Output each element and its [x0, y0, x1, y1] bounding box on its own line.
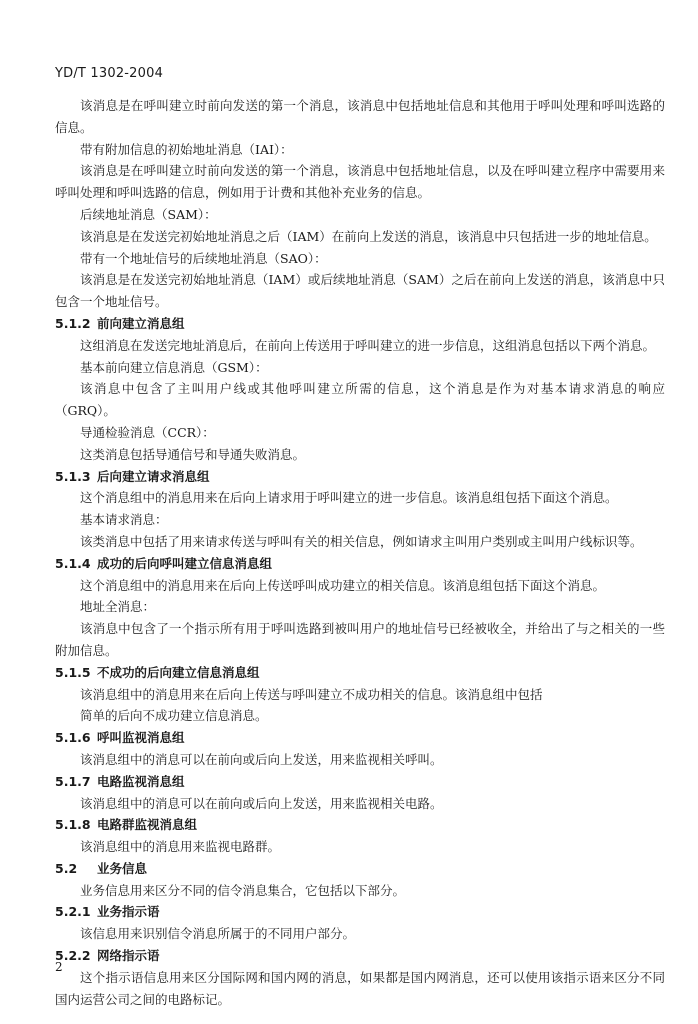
section-title: 业务信息 [97, 860, 148, 876]
paragraph: 该信息用来识别信令消息所属于的不同用户部分。 [80, 926, 356, 942]
paragraph: 该消息组中的消息用来监视电路群。 [80, 839, 281, 855]
section-heading [55, 727, 665, 749]
paragraph: 导通检验消息（CCR）： [80, 424, 215, 440]
paragraph: 这类消息包括导通信号和导通失败消息。 [80, 446, 306, 462]
section-title: 呼叫监视消息组 [97, 730, 185, 746]
document-code: YD/T 1302-2004 [55, 66, 164, 81]
paragraph: 该消息是在发送完初始地址消息（IAM）或后续地址消息（SAM）之后在前向上发送的消息，该消息中只包含一个地址信号。 [55, 272, 665, 310]
section-heading [55, 814, 665, 836]
page-number: 2 [55, 960, 63, 974]
section-heading [55, 466, 665, 488]
section-heading [55, 662, 665, 684]
paragraph: 地址全消息： [80, 599, 156, 615]
paragraph: 业务信息用来区分不同的信令消息集合，它包括以下部分。 [80, 882, 406, 898]
section-title: 网络指示语 [97, 948, 160, 964]
section-number: 5.1.7 [55, 773, 91, 789]
paragraph: 该类消息中包括了用来请求传送与呼叫有关的相关信息，例如请求主叫用户类别或主叫用户线标识等。 [80, 533, 643, 549]
section-title: 后向建立请求消息组 [97, 468, 210, 484]
paragraph: 该消息是在呼叫建立时前向发送的第一个消息，该消息中包括地址信息，以及在呼叫建立程序中需要用来呼叫处理和呼叫选路的信息，例如用于计费和其他补充业务的信息。 [55, 163, 665, 201]
paragraph: 该消息是在发送完初始地址消息之后（IAM）在前向上发送的消息，该消息中只包括进一步的地址信息。 [80, 228, 657, 244]
section-number: 5.2.2 [55, 948, 91, 964]
section-heading [55, 313, 665, 335]
paragraph: 该消息组中的消息用来在后向上传送与呼叫建立不成功相关的信息。该消息组中包括 [80, 686, 543, 702]
section-heading [55, 901, 665, 923]
paragraph: 基本请求消息： [80, 512, 168, 528]
paragraph: 这个消息组中的消息用来在后向上请求用于呼叫建立的进一步信息。该消息组包括下面这个消息。 [80, 490, 618, 506]
document-body [55, 95, 665, 1010]
paragraph: 带有附加信息的初始地址消息（IAI）： [80, 141, 293, 157]
paragraph: 该消息中包含了一个指示所有用于呼叫选路到被叫用户的地址信号已经被收全，并给出了与之相关的一些附加信息。 [55, 621, 665, 658]
section-number: 5.1.5 [55, 664, 91, 680]
paragraph: 该消息是在呼叫建立时前向发送的第一个消息，该消息中包括地址信息和其他用于呼叫处理和呼叫选路的信息。 [55, 98, 665, 135]
section-number: 5.1.4 [55, 555, 91, 571]
section-title: 不成功的后向建立信息消息组 [97, 664, 260, 680]
paragraph: 该消息组中的消息可以在前向或后向上发送，用来监视相关电路。 [80, 795, 443, 811]
section-number: 5.1.8 [55, 817, 91, 833]
paragraph: 该消息组中的消息可以在前向或后向上发送，用来监视相关呼叫。 [80, 751, 443, 767]
paragraph: 带有一个地址信号的后续地址消息（SAO）： [80, 250, 327, 266]
section-title: 成功的后向呼叫建立信息消息组 [97, 555, 273, 571]
section-title: 电路监视消息组 [97, 773, 185, 789]
paragraph: 基本前向建立信息消息（GSM）： [80, 359, 268, 375]
section-title: 电路群监视消息组 [97, 817, 198, 833]
paragraph: 简单的后向不成功建立信息消息。 [80, 708, 268, 724]
section-title: 业务指示语 [97, 904, 160, 920]
paragraph: 后续地址消息（SAM）： [80, 206, 217, 222]
section-number: 5.1.3 [55, 468, 91, 484]
section-title: 前向建立消息组 [97, 315, 185, 331]
paragraph: 这组消息在发送完地址消息后，在前向上传送用于呼叫建立的进一步信息，这组消息包括以下两个消息。 [80, 337, 656, 353]
section-heading [55, 771, 665, 793]
paragraph: 该消息中包含了主叫用户线或其他呼叫建立所需的信息，这个消息是作为对基本请求消息的响应（GRQ）。 [55, 381, 665, 419]
section-heading [55, 858, 665, 880]
section-number: 5.1.2 [55, 315, 91, 331]
section-number: 5.2 [55, 860, 78, 876]
section-heading [55, 945, 665, 967]
section-heading [55, 553, 665, 575]
section-number: 5.2.1 [55, 904, 91, 920]
paragraph: 这个指示语信息用来区分国际网和国内网的消息，如果都是国内网消息，还可以使用该指示语来区分不同国内运营公司之间的电路标记。 [55, 969, 665, 1007]
section-number: 5.1.6 [55, 730, 91, 746]
paragraph: 这个消息组中的消息用来在后向上传送呼叫成功建立的相关信息。该消息组包括下面这个消息。 [80, 577, 606, 593]
